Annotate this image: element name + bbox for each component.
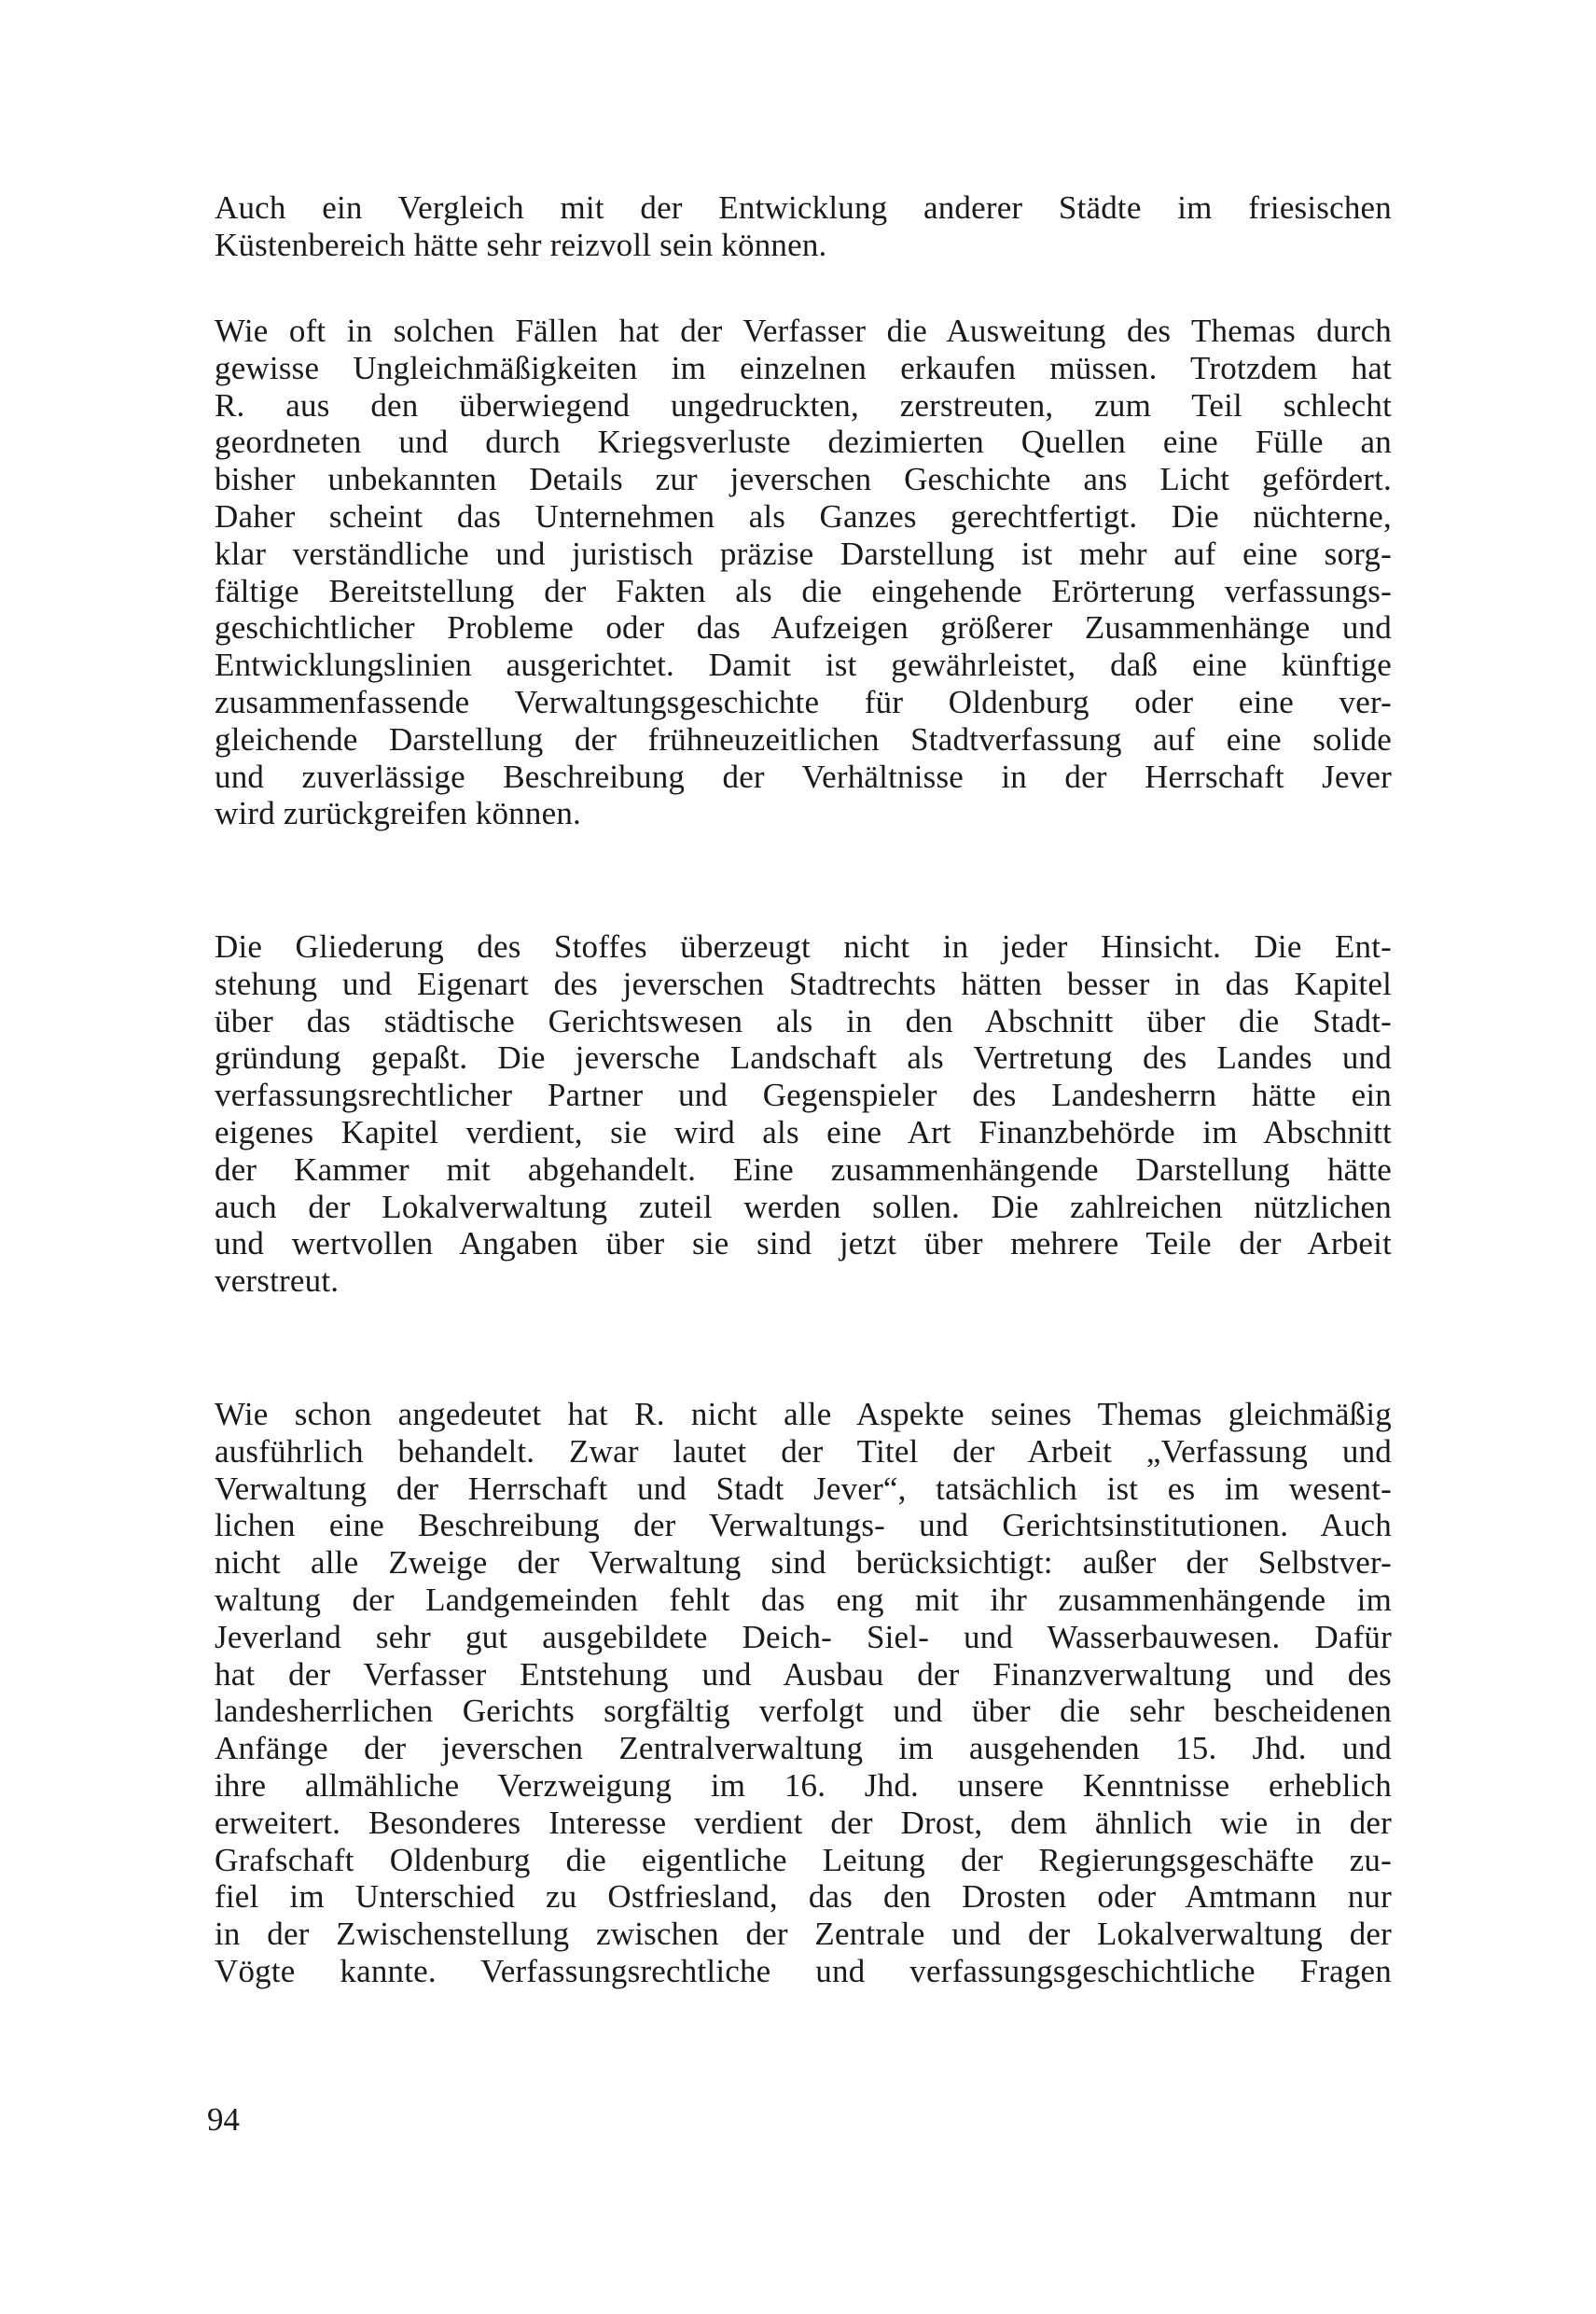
text-line: Wie schon angedeutet hat R. nicht alle Aspekte seines Themas gleichmäßig [215, 1396, 1392, 1432]
text-line: Anfänge der jeverschen Zentralverwaltung im ausgehenden 15. Jhd. und [215, 1730, 1392, 1767]
text-line: Küstenbereich hätte sehr reizvoll sein können. [215, 226, 827, 263]
text-line: zusammenfassende Verwaltungsgeschichte für Oldenburg oder eine ver- [215, 683, 1392, 720]
text-line: Wie oft in solchen Fällen hat der Verfasser die Ausweitung des Themas durch [215, 313, 1392, 349]
text-line: Grafschaft Oldenburg die eigentliche Leitung der Regierungsgeschäfte zu- [215, 1841, 1392, 1878]
text-line: geordneten und durch Kriegsverluste dezimierten Quellen eine Fülle an [215, 424, 1392, 461]
paragraph-4 [215, 1396, 1392, 1990]
text-line: R. aus den überwiegend ungedruckten, zerstreuten, zum Teil schlecht [215, 386, 1392, 424]
text-line: bisher unbekannten Details zur jeverschen Geschichte ans Licht gefördert. [215, 461, 1392, 498]
text-line: über das städtische Gerichtswesen als in den Abschnitt über die Stadt- [215, 1002, 1392, 1039]
text-line: verfassungsrechtlicher Partner und Gegenspieler des Landesherrn hätte ein [215, 1077, 1392, 1114]
text-line: Vögte kannte. Verfassungsrechtliche und verfassungsgeschichtliche Fragen [215, 1952, 1392, 1989]
text-line: ausführlich behandelt. Zwar lautet der Titel der Arbeit „Verfassung und [215, 1432, 1392, 1470]
text-line: und zuverlässige Beschreibung der Verhältnisse in der Herrschaft Jever [215, 758, 1392, 795]
text-line: Auch ein Vergleich mit der Entwicklung anderer Städte im friesischen [215, 189, 1392, 226]
text-line: verstreut. [215, 1262, 340, 1300]
text-line: Die Gliederung des Stoffes überzeugt nicht in jeder Hinsicht. Die Ent- [215, 928, 1392, 965]
text-line: gewisse Ungleichmäßigkeiten im einzelnen erkaufen müssen. Trotzdem hat [215, 349, 1392, 386]
text-line: Jeverland sehr gut ausgebildete Deich- Siel- und Wasserbauwesen. Dafür [215, 1618, 1392, 1655]
text-line: in der Zwischenstellung zwischen der Zentrale und der Lokalverwaltung der [215, 1916, 1392, 1953]
text-line: lichen eine Beschreibung der Verwaltungs- und Gerichtsinstitutionen. Auch [215, 1507, 1392, 1544]
text-line: nicht alle Zweige der Verwaltung sind berücksichtigt: außer der Selbstver- [215, 1544, 1392, 1582]
text-line: ihre allmähliche Verzweigung im 16. Jhd. unsere Kenntnisse erheblich [215, 1766, 1392, 1804]
text-line: Daher scheint das Unternehmen als Ganzes gerechtfertigt. Die nüchterne, [215, 497, 1392, 535]
text-line: der Kammer mit abgehandelt. Eine zusammenhängende Darstellung hätte [215, 1150, 1392, 1188]
page-number: 94 [207, 2101, 240, 2138]
text-line: Entwicklungslinien ausgerichtet. Damit ist gewährleistet, daß eine künftige [215, 647, 1392, 684]
paragraph-2 [215, 313, 1392, 832]
paragraph-1 [215, 189, 1392, 264]
text-line: hat der Verfasser Entstehung und Ausbau der Finanzverwaltung und des [215, 1655, 1392, 1693]
text-line: eigenes Kapitel verdient, sie wird als eine Art Finanzbehörde im Abschnitt [215, 1113, 1392, 1150]
text-line: gleichende Darstellung der frühneuzeitlichen Stadtverfassung auf eine solide [215, 720, 1392, 758]
text-line: wird zurückgreifen können. [215, 795, 581, 832]
text-line: landesherrlichen Gerichts sorgfältig verfolgt und über die sehr bescheidenen [215, 1693, 1392, 1730]
text-line: klar verständliche und juristisch präzise Darstellung ist mehr auf eine sorg- [215, 535, 1392, 572]
text-line: fiel im Unterschied zu Ostfriesland, das den Drosten oder Amtmann nur [215, 1878, 1392, 1916]
text-line: fältige Bereitstellung der Fakten als die eingehende Erörterung verfassungs- [215, 572, 1392, 609]
text-line: erweitert. Besonderes Interesse verdient der Drost, dem ähnlich wie in der [215, 1804, 1392, 1841]
text-line: und wertvollen Angaben über sie sind jetzt über mehrere Teile der Arbeit [215, 1225, 1392, 1262]
text-line: geschichtlicher Probleme oder das Aufzeigen größerer Zusammenhänge und [215, 609, 1392, 647]
text-line: waltung der Landgemeinden fehlt das eng mit ihr zusammenhängende im [215, 1581, 1392, 1618]
text-line: Verwaltung der Herrschaft und Stadt Jever“, tatsächlich ist es im wesent- [215, 1470, 1392, 1507]
text-line: stehung und Eigenart des jeverschen Stadtrechts hätten besser in das Kapitel [215, 965, 1392, 1002]
text-line: gründung gepaßt. Die jeversche Landschaft als Vertretung des Landes und [215, 1039, 1392, 1077]
text-line: auch der Lokalverwaltung zuteil werden sollen. Die zahlreichen nützlichen [215, 1188, 1392, 1225]
paragraph-3 [215, 928, 1392, 1300]
